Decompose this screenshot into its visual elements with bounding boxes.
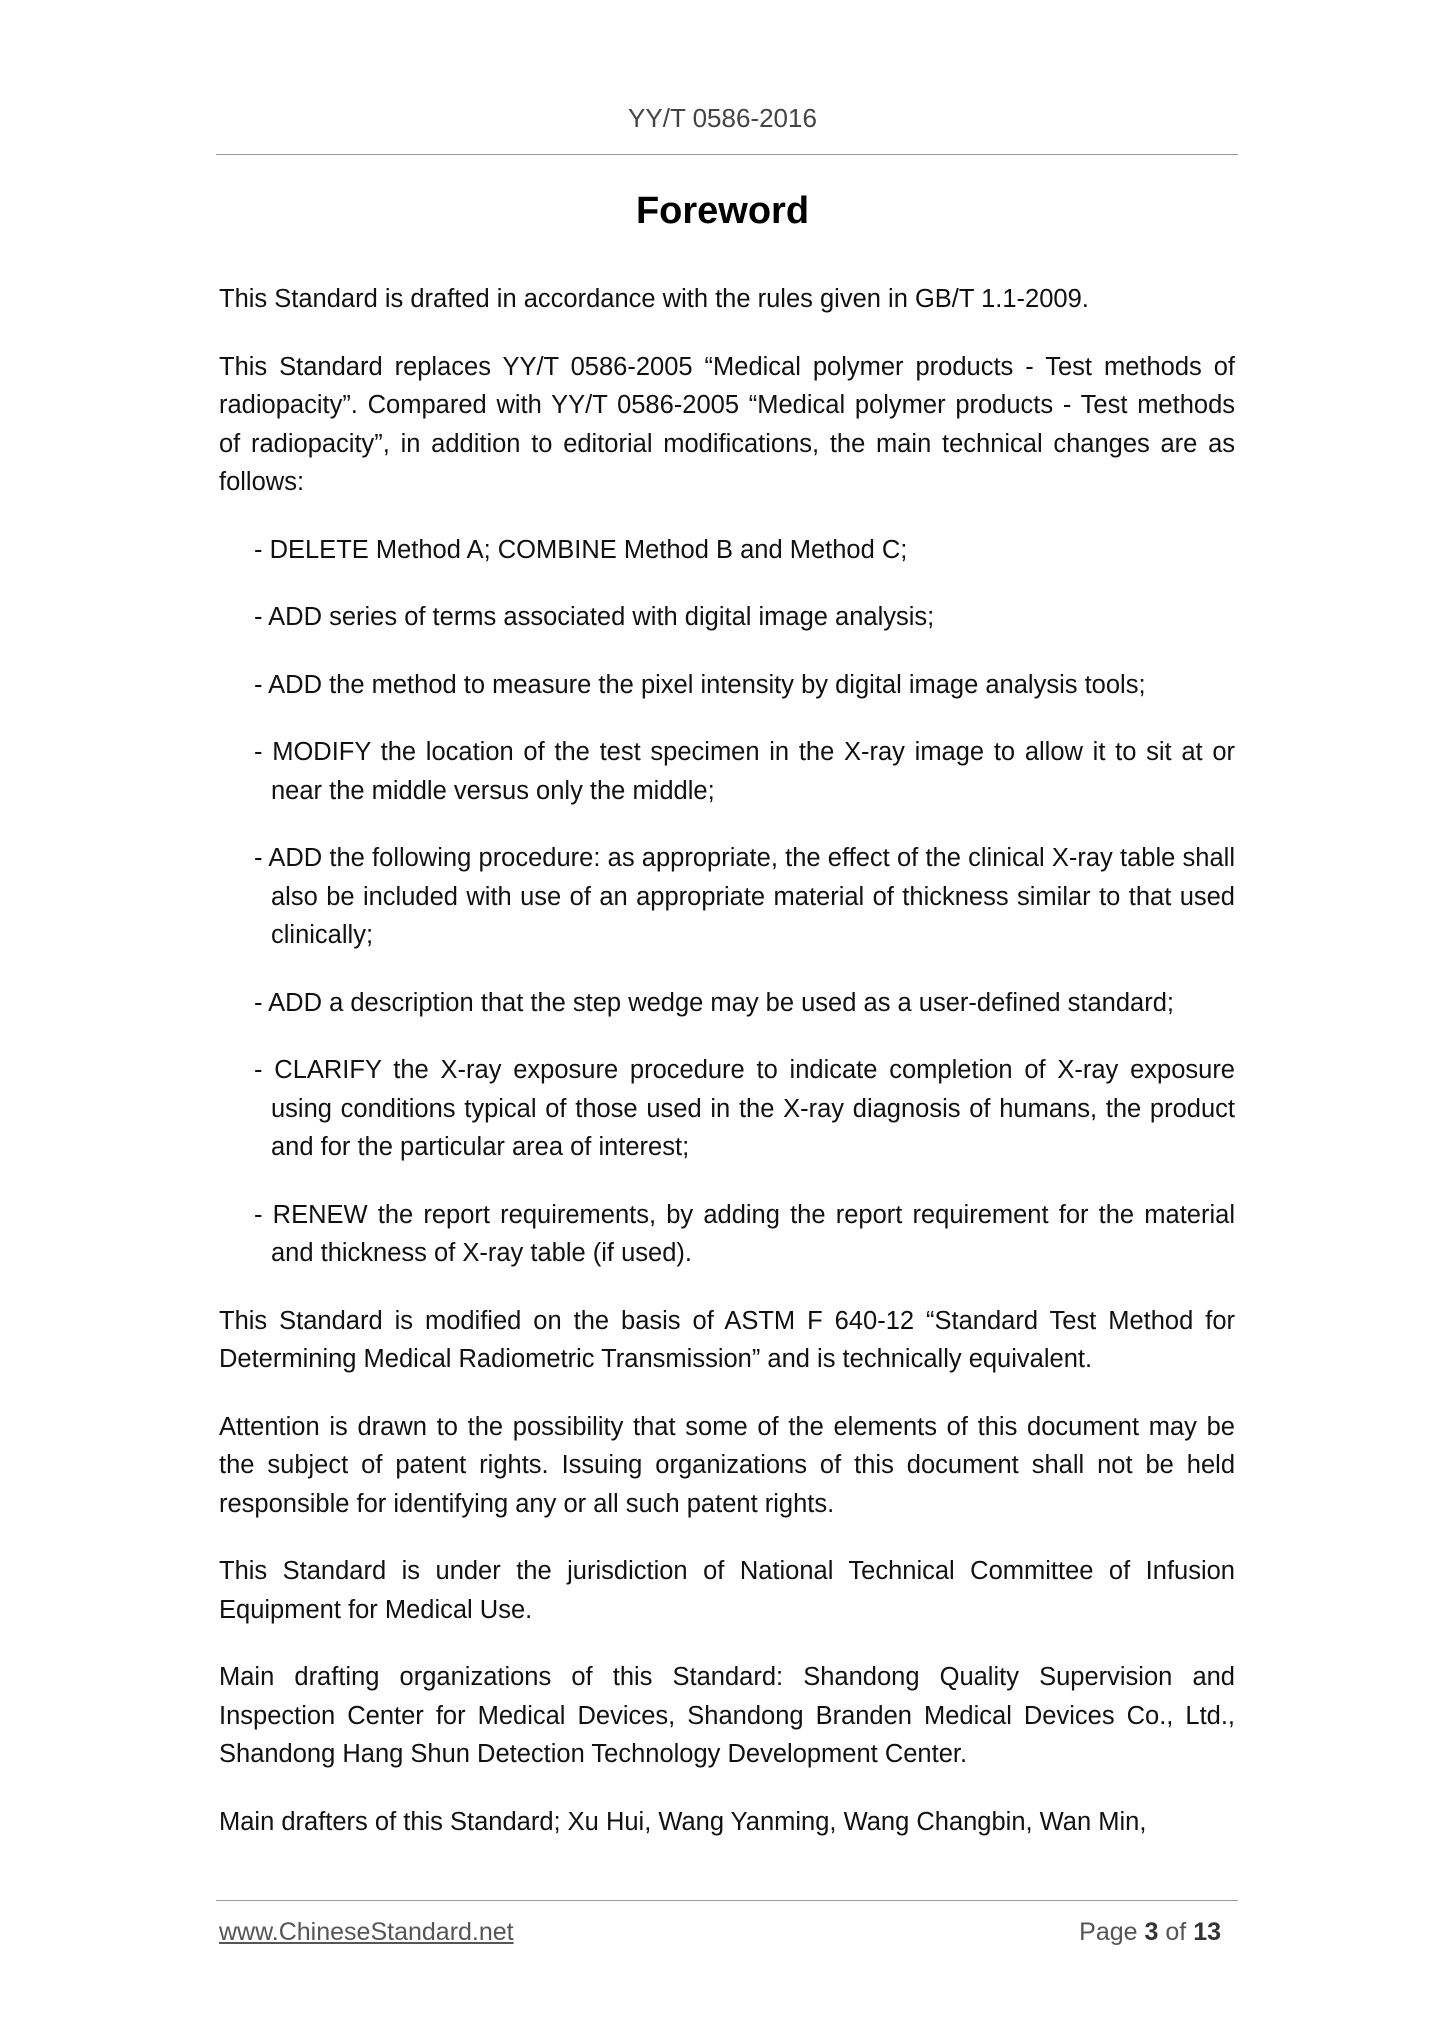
- paragraph-equivalence: This Standard is modified on the basis of ASTM F 640-12 “Standard Test Method for Determining Medical Radiometric Transmission” and is technically equivalent.: [219, 1306, 1235, 1373]
- page-of: of: [1165, 1918, 1187, 1946]
- change-item: - RENEW the report requirements, by adding the report requirement for the material and thickness of X-ray table (if used).: [254, 1200, 1235, 1267]
- technical-changes-list: [219, 531, 1235, 1273]
- change-item: - MODIFY the location of the test specimen in the X-ray image to allow it to sit at or near the middle versus only the middle;: [254, 738, 1235, 805]
- page-total: 13: [1193, 1918, 1221, 1946]
- change-item: - ADD a description that the step wedge may be used as a user-defined standard;: [254, 988, 1174, 1017]
- change-item: - DELETE Method A; COMBINE Method B and Method C;: [254, 535, 908, 564]
- change-item: - ADD the following procedure: as appropriate, the effect of the clinical X-ray table shall also be included with use of an appropriate material of thickness similar to that used clinically;: [254, 844, 1235, 949]
- page-title: Foreword: [635, 190, 810, 232]
- paragraph-jurisdiction: This Standard is under the jurisdiction of National Technical Committee of Infusion Equipment for Medical Use.: [219, 1557, 1235, 1624]
- website-link[interactable]: www.ChineseStandard.net: [219, 1918, 514, 1946]
- paragraph-replacement: This Standard replaces YY/T 0586-2005 “Medical polymer products - Test methods of radiopacity”. Compared with YY/T 0586-2005 “Medical polymer products - Test methods of radiopacity”, in addition to editorial modifications, the main technical changes are as follows:: [219, 352, 1235, 496]
- paragraph-drafters: Main drafters of this Standard; Xu Hui, Wang Yanming, Wang Changbin, Wan Min,: [219, 1807, 1147, 1836]
- foreword-body: [219, 280, 1235, 1870]
- change-item: - ADD series of terms associated with digital image analysis;: [254, 603, 935, 631]
- footer-divider: [216, 1900, 1238, 1901]
- page-indicator: [1079, 1918, 1221, 1947]
- paragraph-patent-notice: Attention is drawn to the possibility that some of the elements of this document may be the subject of patent rights. Issuing organizations of this document shall not be held responsible for identifying any or all such patent rights.: [219, 1412, 1235, 1518]
- document-code: YY/T 0586-2016: [628, 103, 817, 133]
- paragraph-drafting-rules: This Standard is drafted in accordance with the rules given in GB/T 1.1-2009.: [219, 285, 1089, 313]
- page-current: 3: [1144, 1918, 1159, 1946]
- change-item: - ADD the method to measure the pixel intensity by digital image analysis tools;: [254, 670, 1146, 699]
- change-item: - CLARIFY the X-ray exposure procedure to indicate completion of X-ray exposure using conditions typical of those used in the X-ray diagnosis of humans, the product and for the particular area of interest;: [254, 1056, 1235, 1161]
- page-prefix: Page: [1079, 1918, 1138, 1946]
- paragraph-drafting-organizations: Main drafting organizations of this Standard: Shandong Quality Supervision and Inspection Center for Medical Devices, Shandong Branden Medical Devices Co., Ltd., Shandong Hang Shun Detection Technology Development Center.: [219, 1663, 1235, 1768]
- header-divider: [216, 154, 1238, 155]
